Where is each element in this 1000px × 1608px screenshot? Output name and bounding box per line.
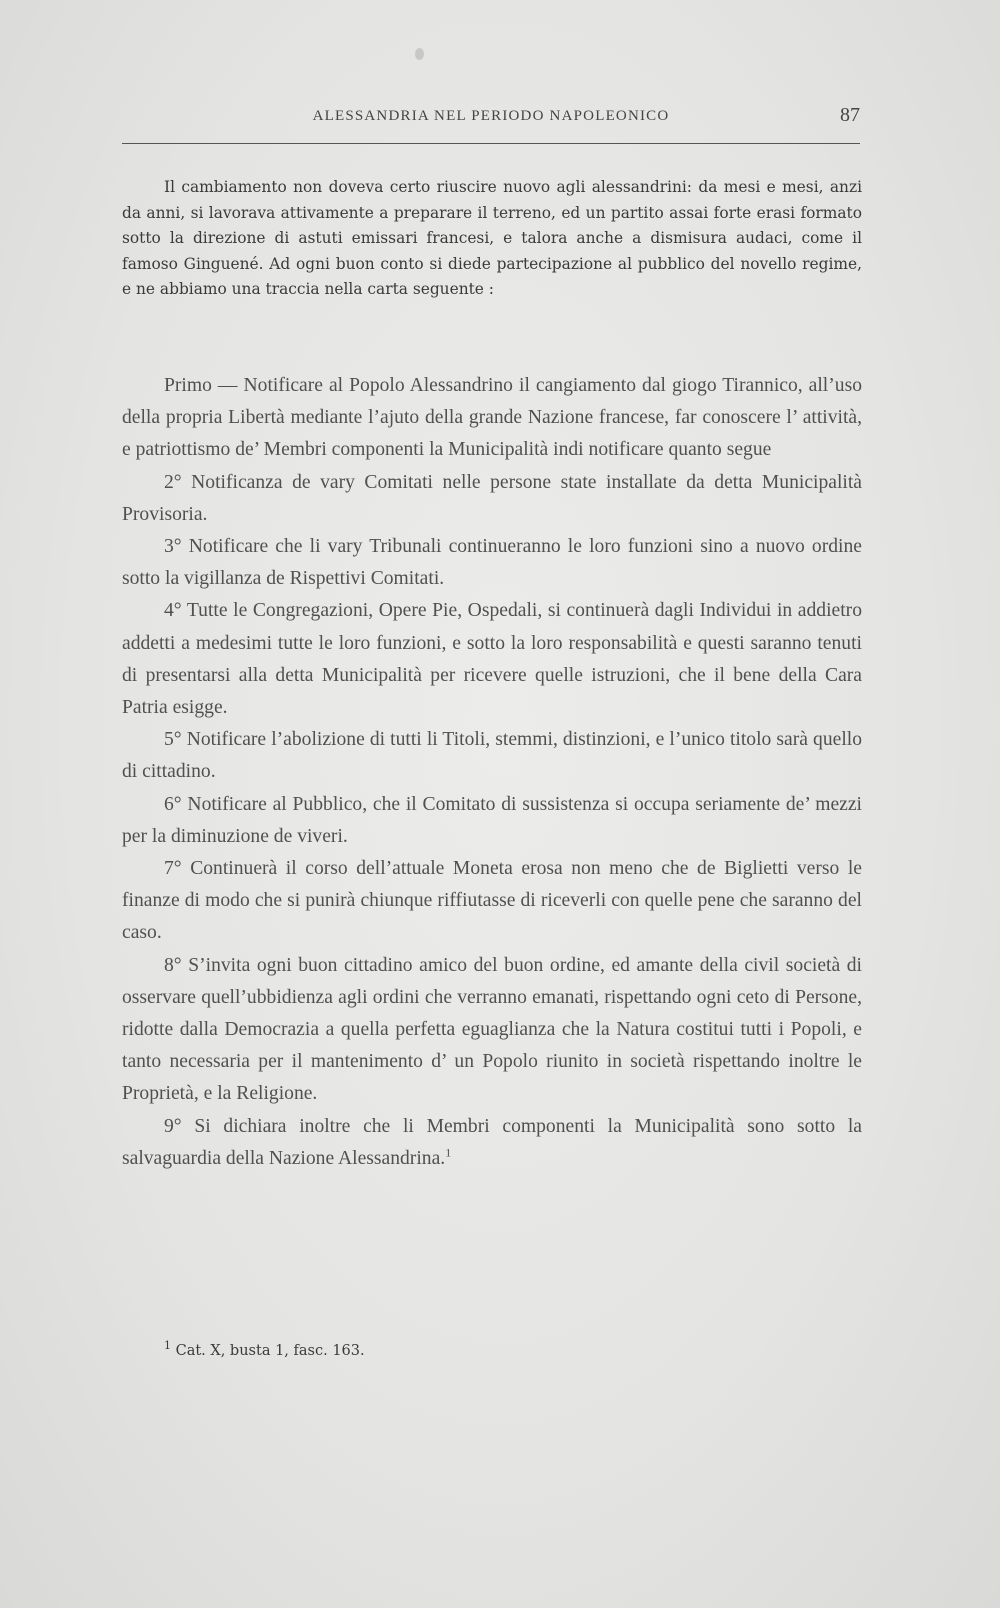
footnote-reference: 1 [445,1145,452,1160]
document-paragraph-4: 4° Tutte le Congregazioni, Opere Pie, Ospedali, si continuerà dagli Individui in addietro addetti a medesimi tutte le loro funzioni, e sotto la loro responsabilità e questi saranno tenuti di presentarsi alla detta Municipalità per ricevere quelle istruzioni, che il bene della Cara Patria esigge. [122,600,862,719]
footnote [164,1339,365,1359]
footnote-text: Cat. X, busta 1, fasc. 163. [175,1342,365,1359]
footnote-marker: 1 [164,1339,171,1352]
document-paragraph-primo: Primo — Notificare al Popolo Alessandrino il cangiamento dal giogo Tirannico, all’uso della propria Libertà mediante l’ajuto della grande Nazione francese, far conoscere l’ attività, e patriottismo de’ Membri componenti la Municipalità indi notificare quanto segue [122,375,862,461]
page-number: 87 [840,104,860,126]
header-rule [122,143,860,144]
paper-speck [415,48,424,60]
running-title: ALESSANDRIA NEL PERIODO NAPOLEONICO [312,108,670,124]
document-paragraph-9 [122,1111,862,1175]
document-paragraph-8: 8° S’invita ogni buon cittadino amico del buon ordine, ed amante della civil società di osservare quell’ubbidienza agli ordini che verranno emanati, rispettando ogni ceto di Persone, ridotte dalla Democrazia a quella perfetta eguaglianza che la Natura costitui tutti i Popoli, e tanto necessaria per il mantenimento d’ un Popolo riunito in società rispettando inoltre le Proprietà, e la Religione. [122,954,862,1105]
transcribed-document [122,370,862,1175]
document-paragraph-2: 2° Notificanza de vary Comitati nelle persone state installate da detta Municipalità Provisoria. [122,471,862,525]
document-paragraph-7: 7° Continuerà il corso dell’attuale Moneta erosa non meno che de Biglietti verso le finanze di modo che si punirà chiunque riffiutasse di riceverli con quelle pene che saranno del caso. [122,858,862,944]
document-paragraph-9-text: 9° Si dichiara inoltre che li Membri componenti la Municipalità sono sotto la salvaguardia della Nazione Alessandrina. [122,1115,862,1169]
intro-paragraph: Il cambiamento non doveva certo riuscire nuovo agli alessandrini: da mesi e mesi, anzi da anni, si lavorava attivamente a preparare il terreno, ed un partito assai forte erasi formato sotto la direzione di astuti emissari francesi, e talora anche a dismisura audaci, come il famoso Ginguené. Ad ogni buon conto si diede partecipazione al pubblico del novello regime, e ne abbiamo una traccia nella carta seguente : [122,178,862,299]
document-paragraph-5: 5° Notificare l’abolizione di tutti li Titoli, stemmi, distinzioni, e l’unico titolo sarà quello di cittadino. [122,729,862,783]
document-paragraph-3: 3° Notificare che li vary Tribunali continueranno le loro funzioni sino a nuovo ordine sotto la vigillanza de Rispettivi Comitati. [122,536,862,590]
document-paragraph-6: 6° Notificare al Pubblico, che il Comitato di sussistenza si occupa seriamente de’ mezzi per la diminuzione de viveri. [122,793,862,847]
page-header [122,104,860,130]
